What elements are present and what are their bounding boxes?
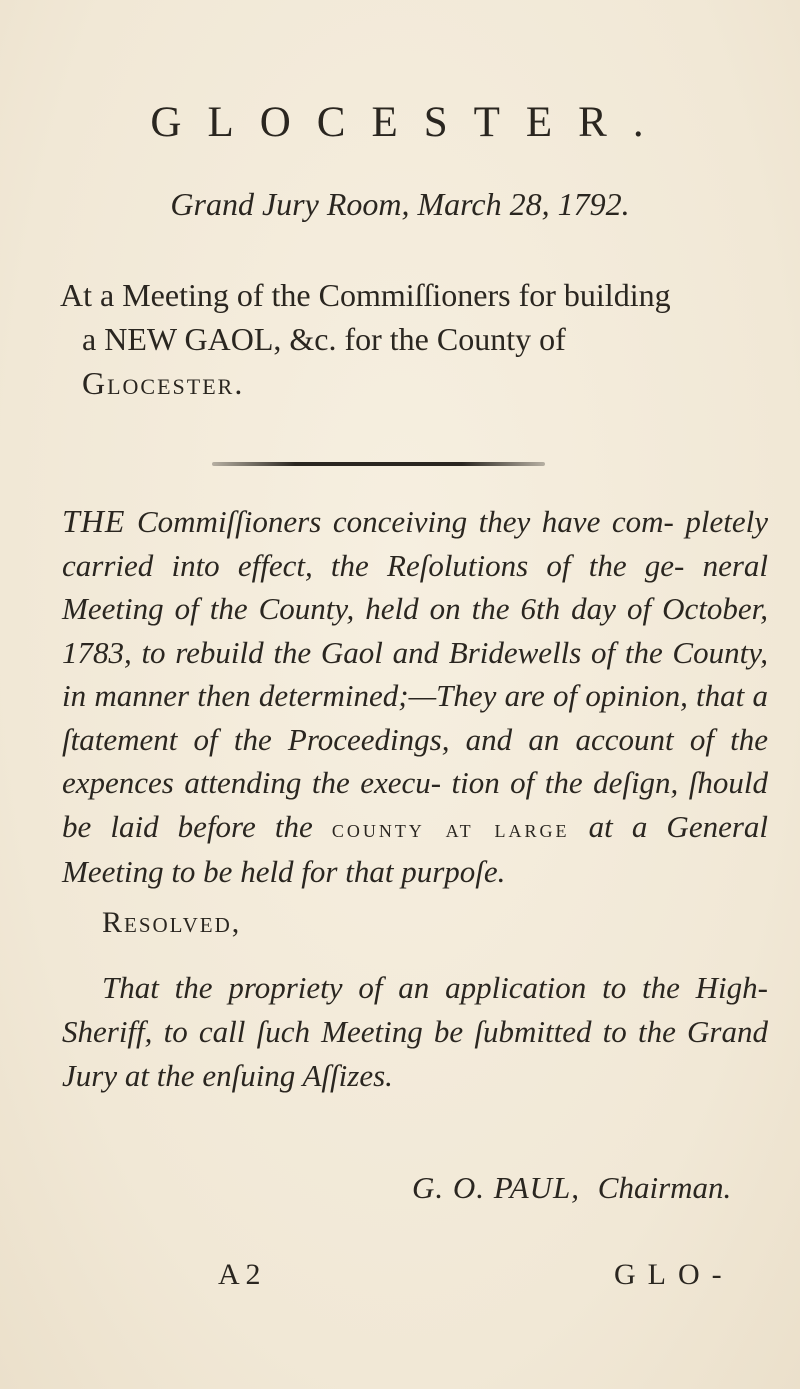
body-text-1: Commiſſioners conceiving they have com- pletely carried into effect, the Reſolutions of the ge- neral Meeting of the County, held on the 6th day of October, 1783, to rebuild the Gaol and Bridewells of the County, in manner then determined;—They are of opinion, that a ſtatement of the Proceedings, and an account of the expences attending the execu- tion of the deſign, ſhould be laid before the xyxy=(62,504,768,844)
opening-word: THE xyxy=(62,503,126,539)
meeting-line-1: At a Meeting of the Commiſſioners for building xyxy=(60,277,671,313)
dateline: Grand Jury Room, March 28, 1792. xyxy=(170,186,630,222)
meeting-line-2: a NEW GAOL, &c. for the County of xyxy=(82,321,566,357)
resolution-text: That the propriety of an application to the High-Sheriff, to call ſuch Meeting be ſubmitted to the Grand Jury at the enſuing Aſſizes. xyxy=(62,970,768,1093)
resolved-heading: Resolved, xyxy=(102,906,242,939)
body-paragraph xyxy=(62,500,768,894)
resolution-paragraph xyxy=(62,966,768,1098)
signature-mark: A 2 xyxy=(218,1258,261,1291)
page-title: GLOCESTER. xyxy=(150,99,670,146)
county-at-large: county at large xyxy=(331,813,570,843)
meeting-heading xyxy=(60,273,760,405)
body-text-2: at a General Meeting to be held for that purpoſe. xyxy=(62,808,769,889)
signature xyxy=(412,1170,731,1206)
signatory-name: G. O. PAUL, xyxy=(412,1170,581,1205)
catchword: GLO- xyxy=(614,1258,734,1291)
signatory-role: Chairman. xyxy=(597,1170,732,1205)
meeting-line-3: Glocester. xyxy=(82,365,245,401)
divider-rule xyxy=(212,462,545,466)
